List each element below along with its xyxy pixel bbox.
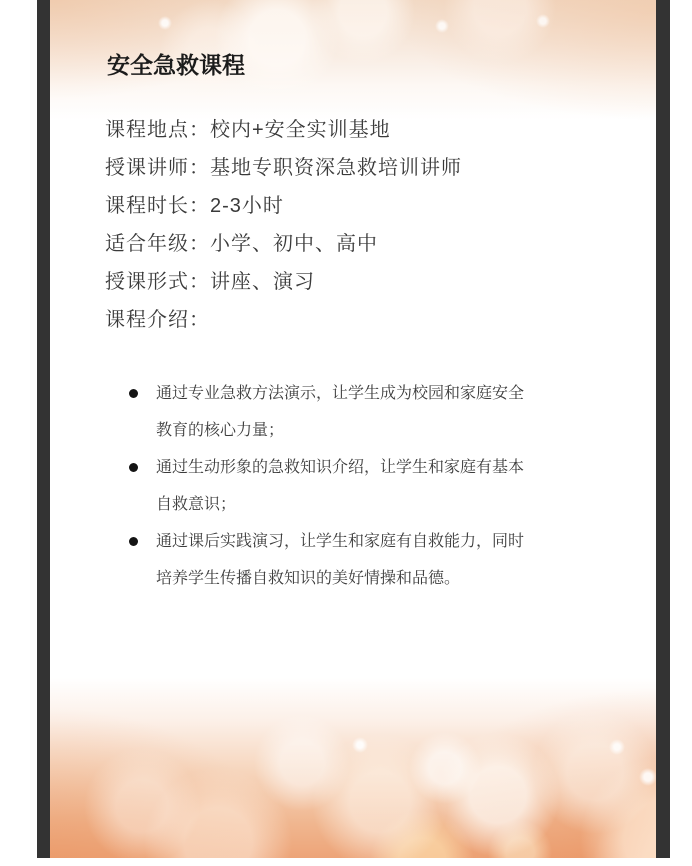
- page-title: 安全急救课程: [107, 52, 245, 78]
- bullet-icon: [129, 463, 138, 472]
- info-line-duration: 课程时长：2-3小时: [105, 195, 284, 217]
- course-info-list: [105, 111, 635, 339]
- info-line-instructor: 授课讲师：基地专职资深急救培训讲师: [105, 157, 462, 179]
- info-line-intro-label: 课程介绍：: [105, 309, 210, 331]
- bullet-text: 通过专业急救方法演示，让学生成为校园和家庭安全教育的核心力量；: [156, 385, 525, 439]
- list-item: [105, 449, 635, 523]
- info-line-format: 授课形式：讲座、演习: [105, 271, 315, 293]
- document-page: [50, 0, 656, 858]
- info-line-location: 课程地点：校内+安全实训基地: [105, 119, 391, 141]
- bullet-icon: [129, 389, 138, 398]
- info-line-grades: 适合年级：小学、初中、高中: [105, 233, 378, 255]
- page-right-border: [656, 0, 670, 858]
- page-content: [105, 0, 635, 597]
- list-item: [105, 375, 635, 449]
- bullet-text: 通过课后实践演习，让学生和家庭有自救能力，同时培养学生传播自救知识的美好情操和品德。: [156, 533, 525, 587]
- page-left-border: [37, 0, 50, 858]
- bullet-text: 通过生动形象的急救知识介绍，让学生和家庭有基本自救意识；: [156, 459, 525, 513]
- course-intro-bullets: [105, 375, 635, 597]
- list-item: [105, 523, 635, 597]
- bullet-icon: [129, 537, 138, 546]
